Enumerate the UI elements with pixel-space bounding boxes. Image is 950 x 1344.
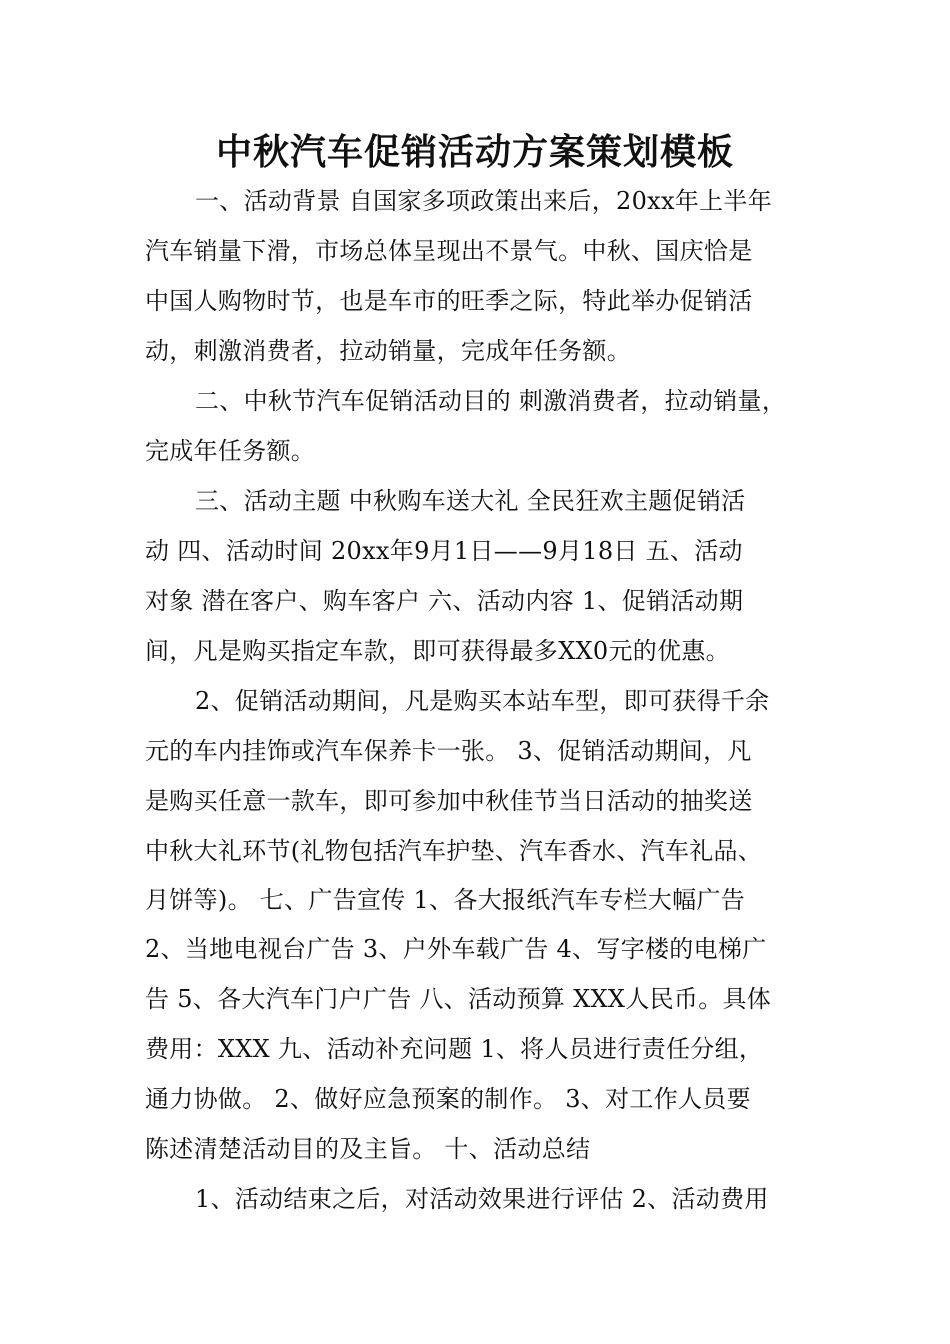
text-line: 陈述清楚活动目的及主旨。 十、活动总结 (145, 1135, 591, 1163)
text-line: 动，刺激消费者，拉动销量，完成年任务额。 (145, 337, 631, 365)
text-line: 一、活动背景 自国家多项政策出来后，20xx年上半年 (195, 187, 773, 215)
text-line: 2、促销活动期间，凡是购买本站车型，即可获得千余 (195, 687, 770, 715)
text-line: 告 5、各大汽车门户广告 八、活动预算 XXX人民币。具体 (145, 985, 772, 1013)
text-line: 间，凡是购买指定车款，即可获得最多XX0元的优惠。 (145, 637, 730, 665)
text-line: 对象 潜在客户、购车客户 六、活动内容 1、促销活动期 (145, 587, 744, 615)
text-line: 完成年任务额。 (145, 437, 316, 465)
text-line: 二、中秋节汽车促销活动目的 刺激消费者，拉动销量， (195, 387, 787, 415)
text-line: 1、活动结束之后，对活动效果进行评估 2、活动费用 (195, 1185, 769, 1213)
text-line: 费用：XXX 九、活动补充问题 1、将人员进行责任分组， (145, 1035, 764, 1063)
text-line: 元的车内挂饰或汽车保养卡一张。 3、促销活动期间，凡 (145, 737, 752, 765)
text-line: 是购买任意一款车，即可参加中秋佳节当日活动的抽奖送 (145, 787, 753, 815)
text-line: 三、活动主题 中秋购车送大礼 全民狂欢主题促销活 (195, 487, 746, 515)
text-line: 中秋大礼环节(礼物包括汽车护垫、汽车香水、汽车礼品、 (145, 837, 763, 865)
text-line: 通力协做。 2、做好应急预案的制作。 3、对工作人员要 (145, 1085, 751, 1113)
text-line: 中国人购物时节，也是车市的旺季之际，特此举办促销活 (145, 287, 753, 315)
text-line: 月饼等)。 七、广告宣传 1、各大报纸汽车专栏大幅广告 (145, 886, 745, 914)
text-line: 汽车销量下滑，市场总体呈现出不景气。中秋、国庆恰是 (145, 237, 753, 265)
text-line: 动 四、活动时间 20xx年9月1日——9月18日 五、活动 (145, 537, 743, 565)
text-line: 2、当地电视台广告 3、户外车载广告 4、写字楼的电梯广 (145, 935, 767, 963)
document-title: 中秋汽车促销活动方案策划模板 (215, 131, 734, 173)
